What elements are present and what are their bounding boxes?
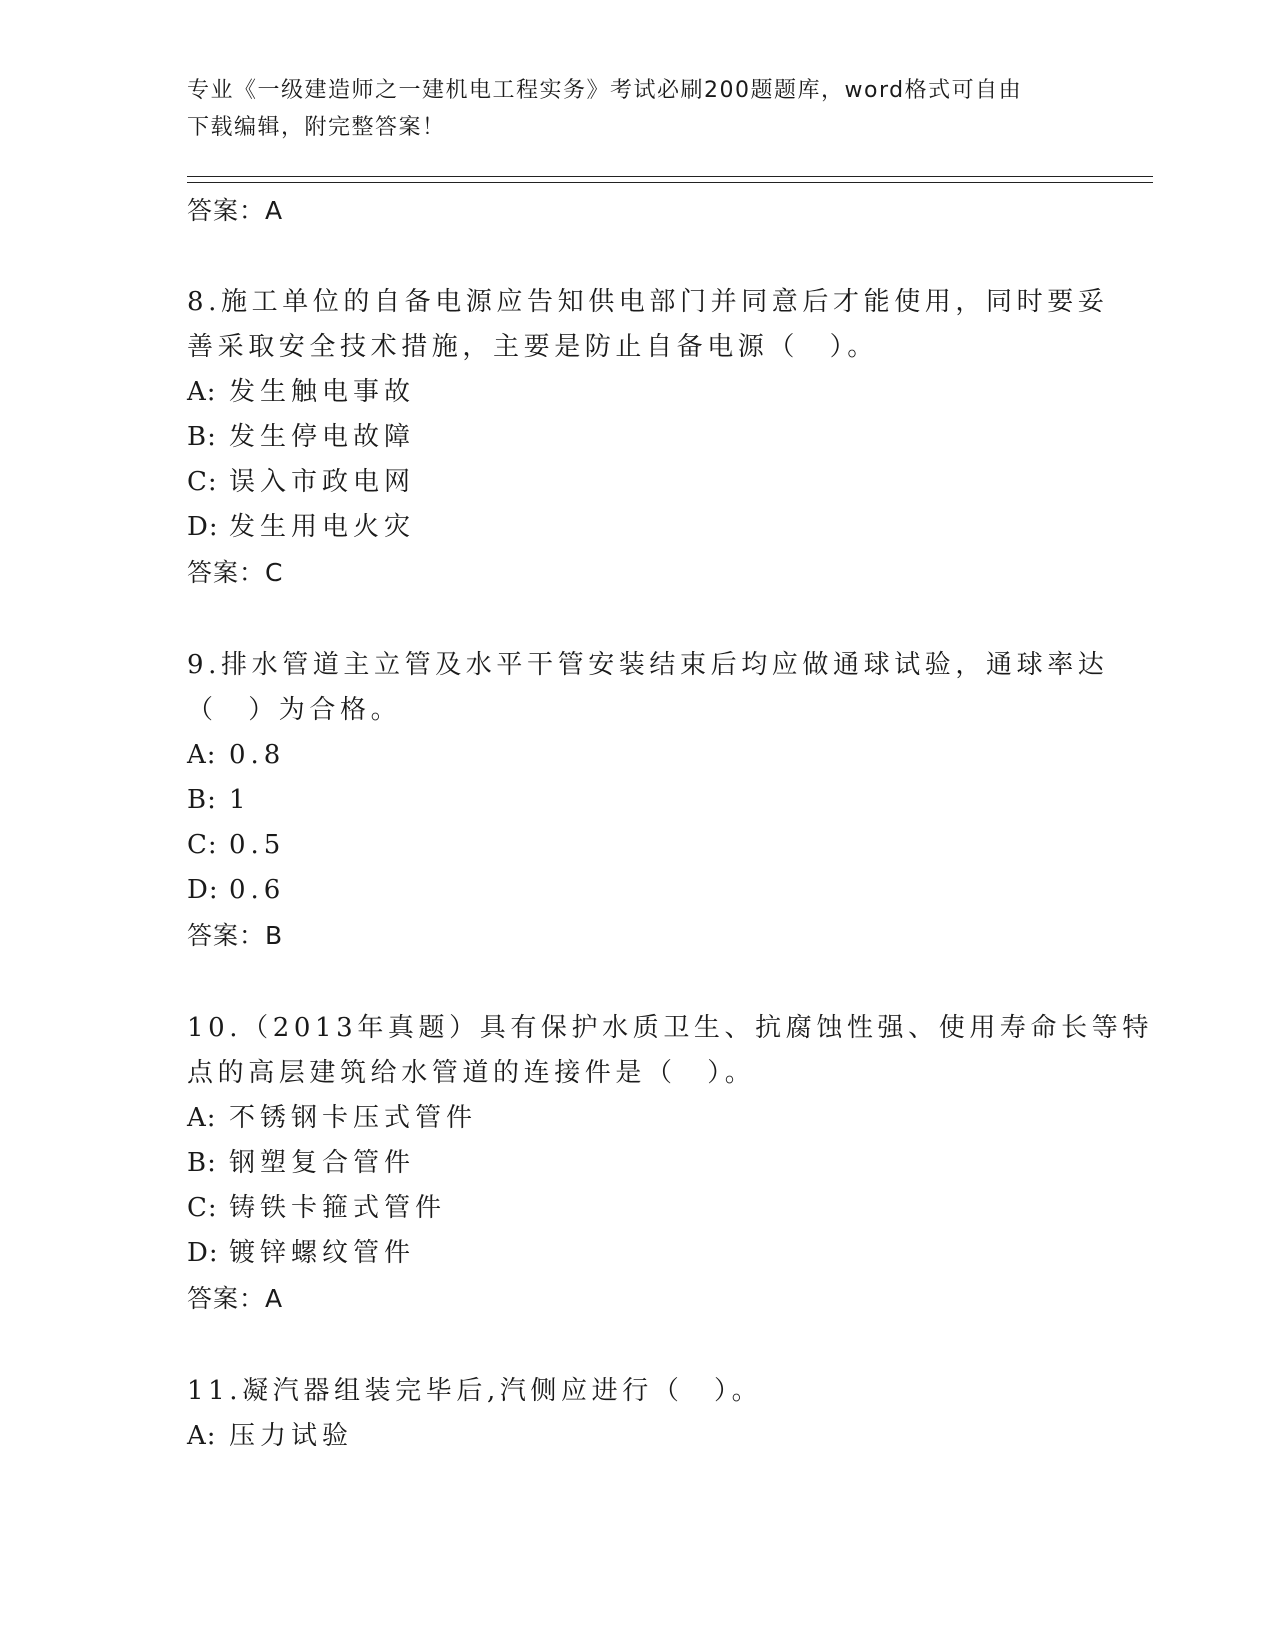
header-line-1: 专业《一级建造师之一建机电工程实务》考试必刷200题题库，word格式可自由: [187, 78, 1023, 103]
option-key: C:: [187, 467, 218, 497]
option-b: [187, 415, 1087, 460]
question-11: [187, 1369, 1087, 1459]
question-stem-line: 11.凝汽器组装完毕后,汽侧应进行（ ）。: [187, 1376, 763, 1406]
option-text: 压力试验: [229, 1421, 354, 1451]
option-key: B:: [187, 422, 217, 452]
option-b: [187, 778, 1087, 823]
question-8: [187, 280, 1109, 595]
document-header: [187, 72, 1087, 146]
previous-answer: 答案：A: [187, 196, 284, 225]
option-key: A:: [187, 377, 217, 407]
option-key: B:: [187, 785, 217, 815]
question-10: [187, 1006, 1153, 1321]
question-spacer: [187, 232, 1087, 280]
header-divider-top: [187, 176, 1153, 177]
option-text: 0.6: [229, 875, 286, 905]
option-text: 1: [229, 785, 251, 815]
option-a: [187, 733, 1087, 778]
option-a: [187, 1096, 1087, 1141]
option-key: D:: [187, 875, 219, 905]
option-c: [187, 823, 1087, 868]
option-d: [187, 1231, 1087, 1276]
question-stem-line: 9.排水管道主立管及水平干管安装结束后均应做通球试验，通球率达: [187, 650, 1109, 680]
header-divider-bottom: [187, 182, 1153, 183]
option-text: 不锈钢卡压式管件: [229, 1103, 478, 1133]
question-answer: 答案：C: [187, 558, 284, 587]
option-a: [187, 1414, 1087, 1459]
option-b: [187, 1141, 1087, 1186]
option-c: [187, 460, 1087, 505]
option-text: 误入市政电网: [229, 467, 416, 497]
question-spacer: [187, 1321, 1087, 1369]
option-text: 发生停电故障: [229, 422, 416, 452]
option-text: 铸铁卡箍式管件: [229, 1193, 447, 1223]
option-text: 钢塑复合管件: [229, 1148, 416, 1178]
option-d: [187, 868, 1087, 913]
option-text: 镀锌螺纹管件: [229, 1238, 416, 1268]
question-answer: 答案：A: [187, 1284, 284, 1313]
header-line-2: 下载编辑，附完整答案！: [187, 115, 446, 140]
question-list: [187, 188, 1153, 1459]
question-stem-line: 10.（2013年真题）具有保护水质卫生、抗腐蚀性强、使用寿命长等特: [187, 1013, 1153, 1043]
option-key: D:: [187, 1238, 219, 1268]
question-spacer: [187, 595, 1087, 643]
option-key: C:: [187, 830, 218, 860]
option-c: [187, 1186, 1087, 1231]
option-key: A:: [187, 1103, 217, 1133]
option-key: A:: [187, 740, 217, 770]
question-answer: 答案：B: [187, 921, 284, 950]
option-text: 0.5: [229, 830, 286, 860]
option-key: B:: [187, 1148, 217, 1178]
option-key: C:: [187, 1193, 218, 1223]
option-key: D:: [187, 512, 219, 542]
option-text: 发生用电火灾: [229, 512, 416, 542]
option-text: 0.8: [229, 740, 286, 770]
option-d: [187, 505, 1087, 550]
question-stem-line: 8.施工单位的自备电源应告知供电部门并同意后才能使用，同时要妥: [187, 287, 1109, 317]
question-spacer: [187, 958, 1087, 1006]
option-text: 发生触电事故: [229, 377, 416, 407]
option-a: [187, 370, 1087, 415]
question-stem-line: 善采取安全技术措施，主要是防止自备电源（ ）。: [187, 332, 878, 362]
question-9: [187, 643, 1109, 958]
question-stem-line: 点的高层建筑给水管道的连接件是（ ）。: [187, 1058, 756, 1088]
question-stem-line: （ ）为合格。: [187, 695, 402, 725]
option-key: A:: [187, 1421, 217, 1451]
